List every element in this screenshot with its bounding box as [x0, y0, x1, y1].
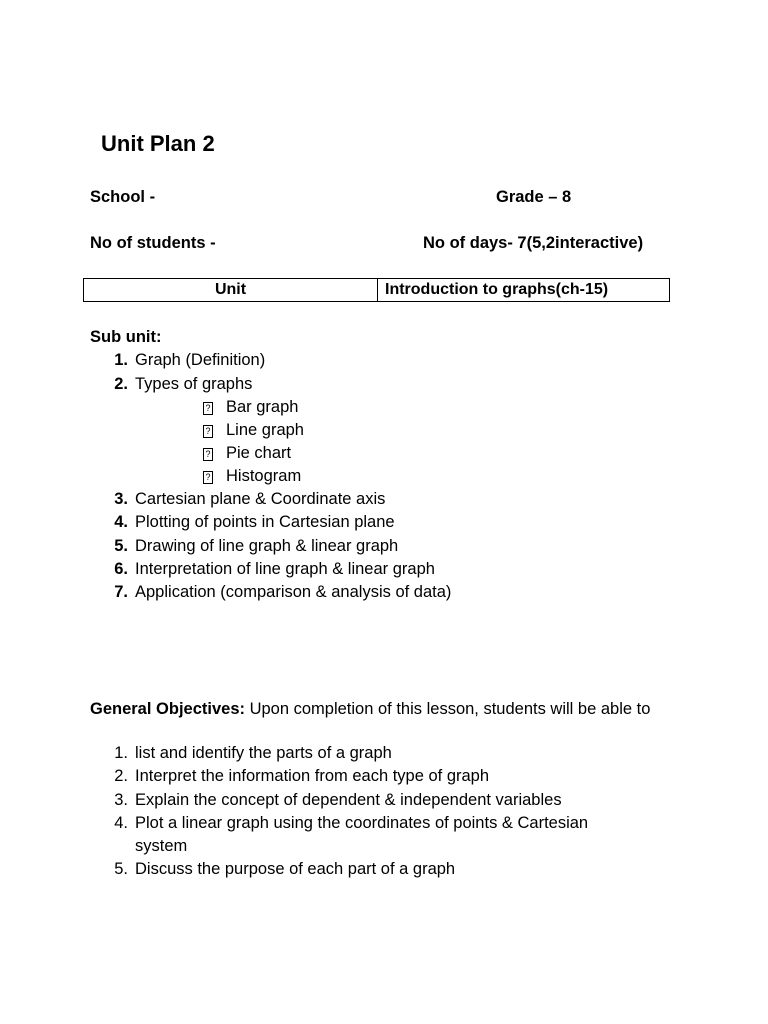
list-text: Discuss the purpose of each part of a graph — [135, 860, 456, 878]
list-number: 1. — [114, 351, 128, 369]
list-number: 2. — [114, 375, 128, 393]
graph-type-label: Histogram — [226, 467, 302, 485]
graph-type-label: Pie chart — [226, 444, 292, 462]
days-label: No of days- 7(5,2interactive) — [423, 234, 644, 252]
students-label: No of students - — [90, 234, 216, 252]
page-title: Unit Plan 2 — [101, 131, 215, 156]
list-number: 6. — [114, 560, 128, 578]
list-text: Graph (Definition) — [135, 351, 266, 369]
unknown-glyph-icon: ? — [203, 471, 213, 484]
list-text: Application (comparison & analysis of data) — [135, 583, 452, 601]
list-text: list and identify the parts of a graph — [135, 744, 392, 762]
sub-unit-heading: Sub unit: — [90, 328, 162, 346]
school-label: School - — [90, 188, 156, 206]
list-number: 3. — [114, 791, 128, 809]
unit-table-value: Introduction to graphs(ch-15) — [385, 281, 609, 298]
list-text: Explain the concept of dependent & independent variables — [135, 791, 562, 809]
list-text: Plotting of points in Cartesian plane — [135, 513, 395, 531]
objectives-heading: General Objectives: — [90, 700, 245, 718]
unit-table — [83, 278, 670, 302]
grade-label: Grade – 8 — [496, 188, 572, 206]
list-text: Cartesian plane & Coordinate axis — [135, 490, 386, 508]
list-text: Types of graphs — [135, 375, 253, 393]
list-number: 4. — [114, 513, 128, 531]
list-number: 4. — [114, 814, 128, 832]
graph-type-label: Line graph — [226, 421, 304, 439]
list-number: 1. — [114, 744, 128, 762]
objectives-paragraph — [90, 698, 680, 721]
list-text-continuation: system — [135, 837, 188, 855]
list-text: Interpret the information from each type of graph — [135, 767, 490, 785]
list-number: 3. — [114, 490, 128, 508]
list-text: Interpretation of line graph & linear graph — [135, 560, 435, 578]
list-number: 5. — [114, 860, 128, 878]
unit-table-label: Unit — [84, 279, 378, 301]
objectives-intro: Upon completion of this lesson, students will be able to — [245, 700, 651, 718]
list-number: 2. — [114, 767, 128, 785]
unknown-glyph-icon: ? — [203, 448, 213, 461]
list-number: 7. — [114, 583, 128, 601]
list-text: Plot a linear graph using the coordinates of points & Cartesian — [135, 814, 589, 832]
graph-type-label: Bar graph — [226, 398, 299, 416]
unknown-glyph-icon: ? — [203, 425, 213, 438]
list-number: 5. — [114, 537, 128, 555]
list-text: Drawing of line graph & linear graph — [135, 537, 399, 555]
unknown-glyph-icon: ? — [203, 402, 213, 415]
